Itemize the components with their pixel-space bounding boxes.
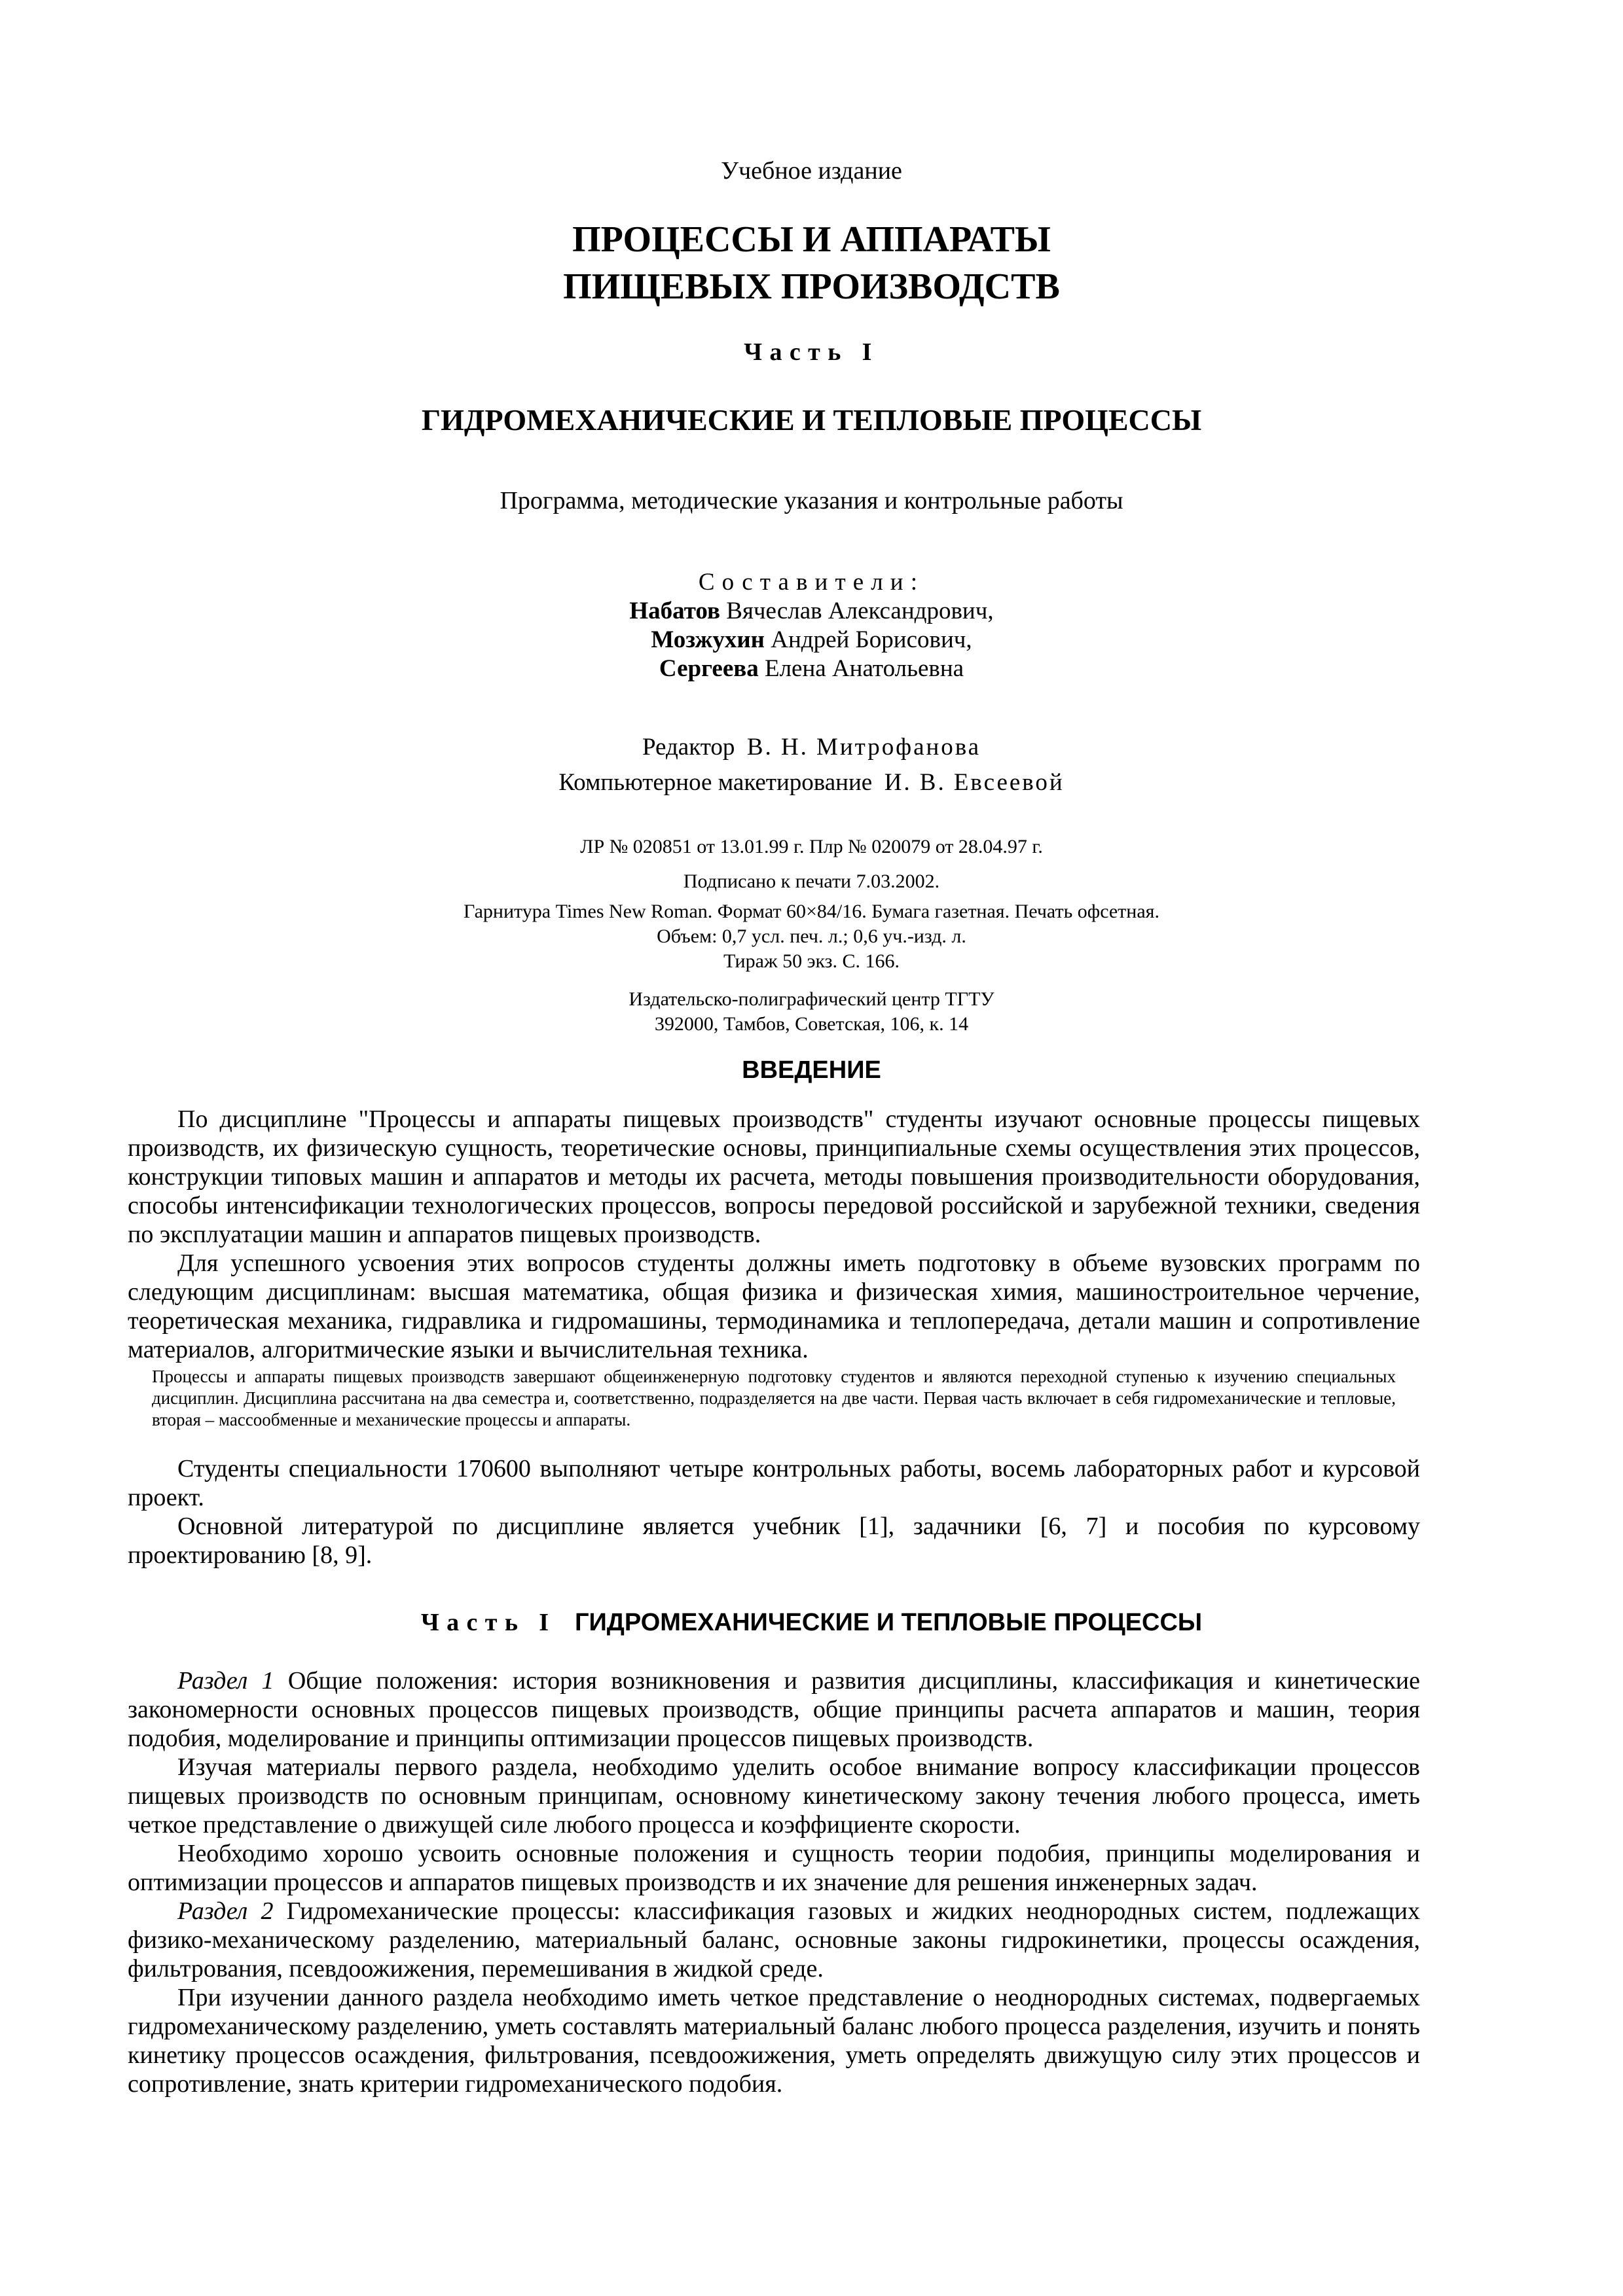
section-1-label: Раздел 1 <box>177 1667 274 1695</box>
imprint-address: 392000, Тамбов, Советская, 106, к. 14 <box>654 1013 969 1035</box>
author-2 <box>0 626 1623 655</box>
intro-note-text: Процессы и аппараты пищевых производств завершают общеинженерную подготовку студентов и являются переходной ступенью к изучению специальных дисциплин. Дисциплина рассчитана на два семестра и, соответственно, подразделяется на две части. Первая часть включает в себя гидромеханические и тепловые, вторая – массообменные и механические процессы и аппараты. <box>152 1367 1396 1429</box>
description: Программа, методические указания и контрольные работы <box>500 487 1123 514</box>
imprint-publisher: Издательско-полиграфический центр ТГТУ <box>629 988 994 1010</box>
author-3 <box>0 655 1623 683</box>
introduction-body-2 <box>128 1454 1420 1570</box>
layout-label: Компьютерное макетирование <box>558 769 873 796</box>
intro-paragraph-4: Основной литературой по дисциплине является учебник [1], задачники [6, 7] и пособия по курсовому проектированию [8, 9]. <box>128 1513 1420 1569</box>
section-1-paragraph <box>128 1666 1420 1753</box>
part1-heading <box>0 1607 1623 1638</box>
imprint-volume: Объем: 0,7 усл. печ. л.; 0,6 уч.-изд. л. <box>657 925 966 947</box>
authors-label: Составители: <box>698 569 925 596</box>
part1-paragraph-2: Изучая материалы первого раздела, необходимо уделить особое внимание вопросу классификации процессов пищевых производств по основным принципам, основному кинетическому закону течения любого процесса, иметь четкое представление о движущей силе любого процесса и коэффициенте скорости. <box>128 1753 1420 1839</box>
section-1-text: Общие положения: история возникновения и развития дисциплины, классификация и кинетические закономерности основных процессов пищевых производств, общие принципы расчета аппаратов и машин, теория подобия, моделирование и принципы оптимизации процессов пищевых производств. <box>128 1667 1421 1752</box>
imprint-circulation: Тираж 50 экз. С. 166. <box>723 950 900 972</box>
introduction-body <box>128 1105 1420 1364</box>
intro-paragraph-3: Студенты специальности 170600 выполняют четыре контрольных работы, восемь лабораторных работ и курсовой проект. <box>128 1455 1420 1511</box>
introduction-heading: ВВЕДЕНИЕ <box>742 1056 881 1084</box>
section-2-paragraph <box>128 1897 1420 1983</box>
part1-paragraph-5: При изучении данного раздела необходимо иметь четкое представление о неоднородных системах, подвергаемых гидромеханическому разделению, уметь составлять материальный баланс любого процесса разделения, изучить и понять кинетику процессов осаждения, фильтрования, псевдоожижения, уметь определять движущую силу этих процессов и сопротивление, знать критерии гидромеханического подобия. <box>128 1984 1420 2098</box>
part-label: Часть I <box>744 338 879 366</box>
layout-credit <box>0 768 1623 797</box>
editor-label: Редактор <box>642 734 735 761</box>
author-surname: Мозжухин <box>651 626 765 653</box>
layout-name: И. В. Евсеевой <box>884 769 1065 796</box>
author-1 <box>0 597 1623 626</box>
intro-paragraph-1: По дисциплине "Процессы и аппараты пищевых производств" студенты изучают основные процессы пищевых производств, их физическую сущность, теоретические основы, принципиальные схемы осуществления этих процессов, конструкции типовых машин и аппаратов и методы их расчета, методы повышения производительности оборудования, способы интенсификации технологических процессов, вопросы передовой российской и зарубежной техники, сведения по эксплуатации машин и аппаратов пищевых производств. <box>128 1105 1420 1248</box>
edition-type: Учебное издание <box>721 157 902 185</box>
author-given-name: Елена Анатольевна <box>764 655 964 682</box>
subtitle: ГИДРОМЕХАНИЧЕСКИЕ И ТЕПЛОВЫЕ ПРОЦЕССЫ <box>421 403 1202 437</box>
section-2-text: Гидромеханические процессы: классификация газовых и жидких неоднородных систем, подлежащих физико-механическому разделению, материальный баланс, основные законы гидрокинетики, процессы осаждения, фильтрования, псевдоожижения, перемешивания в жидкой среде. <box>128 1897 1421 1982</box>
title-line-2: ПИЩЕВЫХ ПРОИЗВОДСТВ <box>563 266 1060 307</box>
author-surname: Сергеева <box>659 655 759 682</box>
imprint-typeface: Гарнитура Times New Roman. Формат 60×84/16. Бумага газетная. Печать офсетная. <box>464 901 1159 922</box>
editor-credit <box>0 733 1623 762</box>
author-surname: Набатов <box>629 598 720 624</box>
part1-paragraph-3: Необходимо хорошо усвоить основные положения и сущность теории подобия, принципы моделирования и оптимизации процессов и аппаратов пищевых производств и их значение для решения инженерных задач. <box>128 1840 1420 1896</box>
part1-body <box>128 1666 1420 2098</box>
title-line-1: ПРОЦЕССЫ И АППАРАТЫ <box>572 219 1051 260</box>
part1-heading-title: ГИДРОМЕХАНИЧЕСКИЕ И ТЕПЛОВЫЕ ПРОЦЕССЫ <box>574 1609 1203 1636</box>
imprint-signed: Подписано к печати 7.03.2002. <box>683 870 940 892</box>
part1-heading-part: Часть I <box>420 1609 556 1636</box>
section-2-label: Раздел 2 <box>177 1897 274 1925</box>
editor-name: В. Н. Митрофанова <box>746 734 981 761</box>
intro-paragraph-2: Для успешного усвоения этих вопросов студенты должны иметь подготовку в объеме вузовских программ по следующим дисциплинам: высшая математика, общая физика и физическая химия, машиностроительное черчение, теоретическая механика, гидравлика и гидромашины, термодинамика и теплопередача, детали машин и сопротивление материалов, алгоритмические языки и вычислительная техника. <box>128 1249 1420 1363</box>
author-given-name: Вячеслав Александрович, <box>726 598 994 624</box>
introduction-note <box>152 1366 1396 1431</box>
imprint-license: ЛР № 020851 от 13.01.99 г. Плр № 020079 от 28.04.97 г. <box>580 836 1043 857</box>
author-given-name: Андрей Борисович, <box>771 626 972 653</box>
